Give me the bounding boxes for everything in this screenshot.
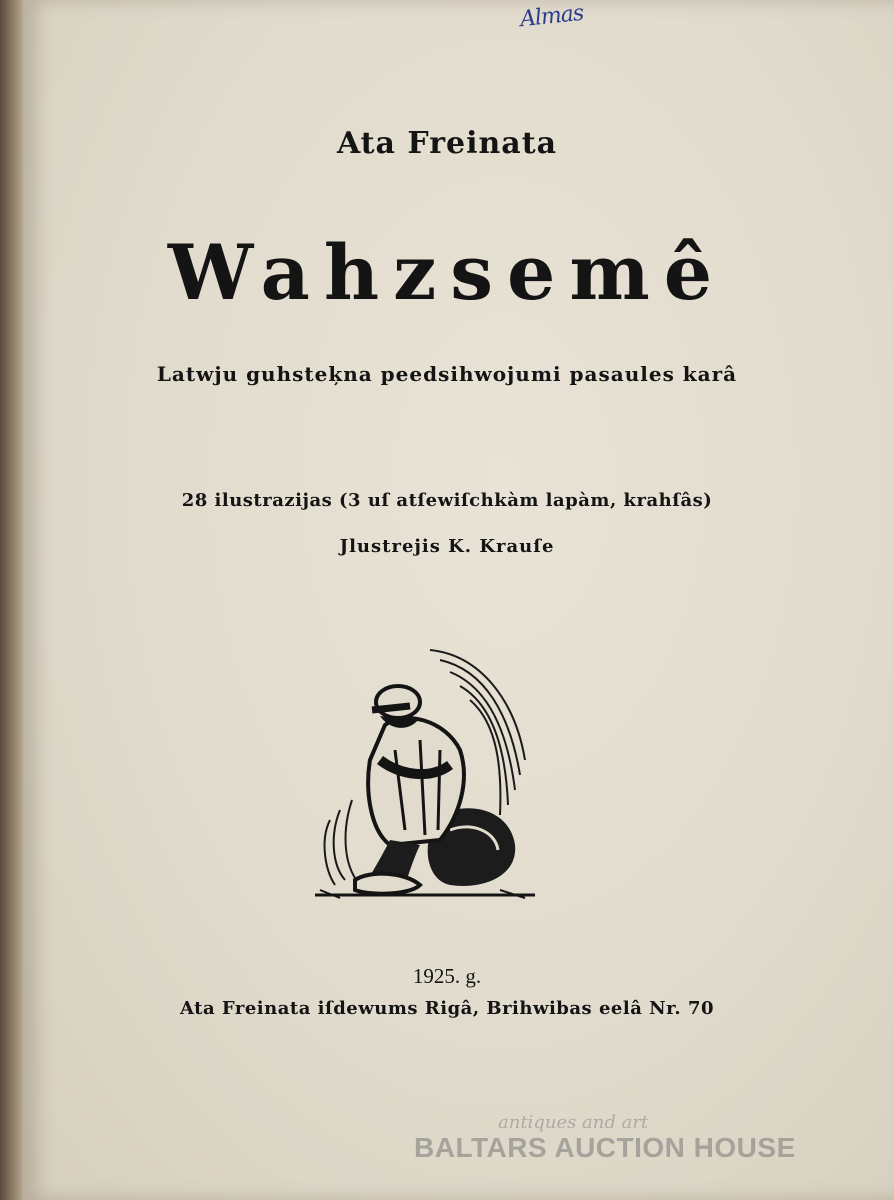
illustrations-note: 28 ilustrazijas (3 uſ atſewiſchkàm lapàm, krahſâs) — [181, 490, 713, 511]
author-name: Ata Freinata — [336, 126, 558, 161]
illustrator-credit: Jlustrejis K. Krauſe — [339, 536, 555, 557]
seated-soldier-illustration — [310, 640, 540, 905]
watermark-tagline: antiques and art — [498, 1112, 649, 1133]
publication-year: 1925. g. — [412, 964, 482, 988]
book-subtitle: Latwju guhsteķna peedsihwojumi pasaules karâ — [156, 362, 738, 386]
auction-house-watermark — [414, 1112, 814, 1172]
watermark-name: BALTARS AUCTION HOUSE — [414, 1132, 796, 1163]
publisher-line: Ata Freinata iſdewums Rigâ, Brihwibas eelâ Nr. 70 — [180, 998, 714, 1019]
handwritten-signature: Almas — [518, 0, 585, 33]
title-page — [22, 0, 894, 1200]
book-title: Wahzsemê — [167, 228, 727, 317]
